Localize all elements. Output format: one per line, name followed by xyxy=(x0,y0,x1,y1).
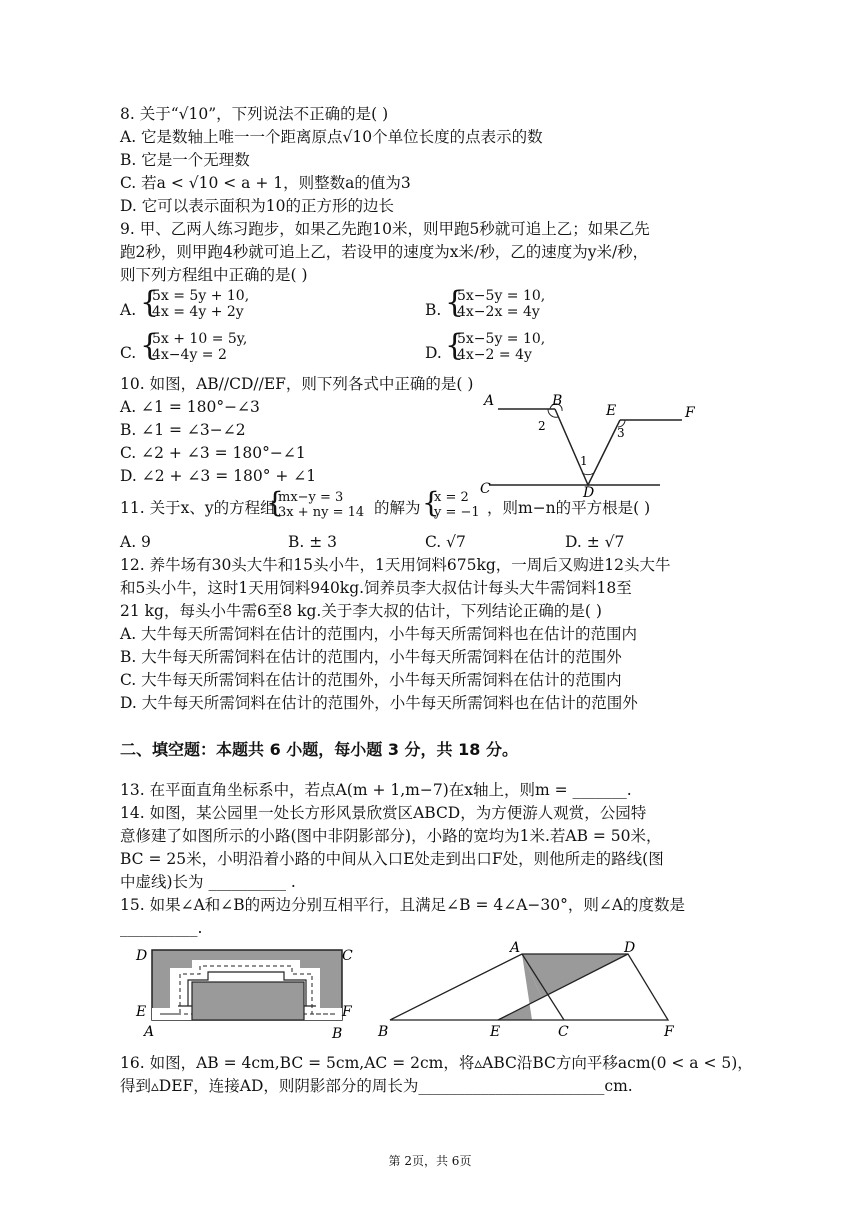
section-heading: 二、填空题：本题共 6 小题，每小题 3 分，共 18 分。 xyxy=(120,740,518,759)
q16-line-2: 得到▵DEF，连接AD，则阴影部分的周长为________________________cm. xyxy=(120,1077,633,1095)
q15-line-2: __________. xyxy=(120,919,203,937)
q9-option-d-label: D. xyxy=(425,344,442,362)
q11-option-b: B. ± 3 xyxy=(288,533,338,551)
q10-option-c: C. ∠2 + ∠3 = 180°−∠1 xyxy=(120,444,306,462)
q14-line-1: 14. 如图，某公园里一处长方形风景欣赏区ABCD，为方便游人观赏，公园特 xyxy=(120,804,647,822)
q10-label-a: A xyxy=(484,393,495,409)
q11-option-c: C. √7 xyxy=(425,533,466,551)
q10-label-d: D xyxy=(583,485,595,500)
q10-label-b: B xyxy=(552,393,563,409)
q14-line-4: 中虚线)长为 __________ . xyxy=(120,873,296,891)
q14-label-c: C xyxy=(342,948,353,964)
q10-option-a: A. ∠1 = 180°−∠3 xyxy=(120,398,260,416)
q10-angle-1: 1 xyxy=(580,454,588,468)
q9-option-a-label: A. xyxy=(120,301,137,319)
q16-figure xyxy=(370,938,700,1040)
q10-angle-3: 3 xyxy=(617,426,625,440)
q16-label-e: E xyxy=(490,1024,501,1040)
q9-line-3: 则下列方程组中正确的是( ) xyxy=(120,266,308,284)
q14-label-b: B xyxy=(332,1026,343,1040)
q16-label-f: F xyxy=(664,1024,674,1040)
q13-text: 13. 在平面直角坐标系中，若点A(m + 1,m−7)在x轴上，则m = _______. xyxy=(120,781,632,799)
q9-option-b-label: B. xyxy=(425,301,442,319)
q11-option-d: D. ± √7 xyxy=(565,533,625,551)
q14-figure xyxy=(130,940,360,1040)
q8-option-d: D. 它可以表示面积为10的正方形的边长 xyxy=(120,197,394,215)
q11-system-1: { mx−y = 3 3x + ny = 14 xyxy=(266,486,365,520)
q16-label-c: C xyxy=(558,1024,569,1040)
q9-option-a-system: { 5x = 5y + 10, 4x = 4y + 2y xyxy=(140,285,250,320)
q11-option-a: A. 9 xyxy=(120,533,151,551)
q9-option-c-label: C. xyxy=(120,344,137,362)
q12-option-b: B. 大牛每天所需饲料在估计的范围内，小牛每天所需饲料在估计的范围外 xyxy=(120,648,622,666)
q16-label-b: B xyxy=(378,1024,389,1040)
q10-label-e: E xyxy=(606,403,617,419)
q9-option-d-system: { 5x−5y = 10, 4x−2 = 4y xyxy=(445,328,546,363)
q10-label-c: C xyxy=(480,481,491,497)
q12-line-2: 和5头小牛，这时1天用饲料940kg.饲养员李大叔估计每头大牛需饲料18至 xyxy=(120,579,632,597)
q15-line-1: 15. 如果∠A和∠B的两边分别互相平行，且满足∠B = 4∠A−30°，则∠A的度数是 xyxy=(120,896,686,914)
q10-angle-2: 2 xyxy=(538,419,546,433)
q14-label-a: A xyxy=(144,1024,155,1040)
q12-option-a: A. 大牛每天所需饲料在估计的范围内，小牛每天所需饲料也在估计的范围内 xyxy=(120,625,638,643)
q14-line-3: BC = 25米，小明沿着小路的中间从入口E处走到出口F处，则他所走的路线(图 xyxy=(120,850,664,868)
q10-option-d: D. ∠2 + ∠3 = 180° + ∠1 xyxy=(120,467,317,485)
q12-line-3: 21 kg，每头小牛需6至8 kg.关于李大叔的估计，下列结论正确的是( ) xyxy=(120,602,602,620)
q11-pre: 11. 关于x、y的方程组 xyxy=(120,499,276,517)
q14-label-e: E xyxy=(136,1004,147,1020)
q14-line-2: 意修建了如图所示的小路(图中非阴影部分)，小路的宽均为1米.若AB = 50米， xyxy=(120,827,662,845)
q16-line-1: 16. 如图，AB = 4cm,BC = 5cm,AC = 2cm，将▵ABC沿BC方向平移acm(0 < a < 5)， xyxy=(120,1054,753,1072)
q16-label-a: A xyxy=(510,940,521,956)
q12-option-c: C. 大牛每天所需饲料在估计的范围外，小牛每天所需饲料在估计的范围内 xyxy=(120,671,622,689)
page-footer: 第 2页，共 6页 xyxy=(388,1154,472,1168)
q11-system-2: { x = 2 y = −1 xyxy=(422,486,480,520)
q9-option-b-system: { 5x−5y = 10, 4x−2x = 4y xyxy=(445,285,546,320)
q8-option-c: C. 若a < √10 < a + 1，则整数a的值为3 xyxy=(120,174,411,192)
q14-label-d: D xyxy=(136,948,148,964)
q11-mid: 的解为 xyxy=(374,499,421,517)
q16-label-d: D xyxy=(624,940,636,956)
q14-label-f: F xyxy=(342,1004,352,1020)
q10-option-b: B. ∠1 = ∠3−∠2 xyxy=(120,421,246,439)
q11-post: ，则m−n的平方根是( ) xyxy=(487,499,651,517)
q9-option-c-system: { 5x + 10 = 5y, 4x−4y = 2 xyxy=(140,328,248,363)
q8-option-b: B. 它是一个无理数 xyxy=(120,151,250,169)
q9-line-1: 9. 甲、乙两人练习跑步，如果乙先跑10米，则甲跑5秒就可追上乙；如果乙先 xyxy=(120,220,650,238)
q12-option-d: D. 大牛每天所需饲料在估计的范围外，小牛每天所需饲料也在估计的范围外 xyxy=(120,694,638,712)
q8-stem: 8. 关于“√10”，下列说法不正确的是( ) xyxy=(120,105,389,123)
q12-line-1: 12. 养牛场有30头大牛和15头小牛，1天用饲料675kg，一周后又购进12头大牛 xyxy=(120,556,671,574)
q8-option-a: A. 它是数轴上唯一一个距离原点√10个单位长度的点表示的数 xyxy=(120,128,543,146)
q10-figure xyxy=(470,385,710,500)
q10-stem: 10. 如图，AB//CD//EF，则下列各式中正确的是( ) xyxy=(120,375,474,393)
q9-line-2: 跑2秒，则甲跑4秒就可追上乙，若设甲的速度为x米/秒，乙的速度为y米/秒， xyxy=(120,243,649,261)
q10-label-f: F xyxy=(685,405,695,421)
